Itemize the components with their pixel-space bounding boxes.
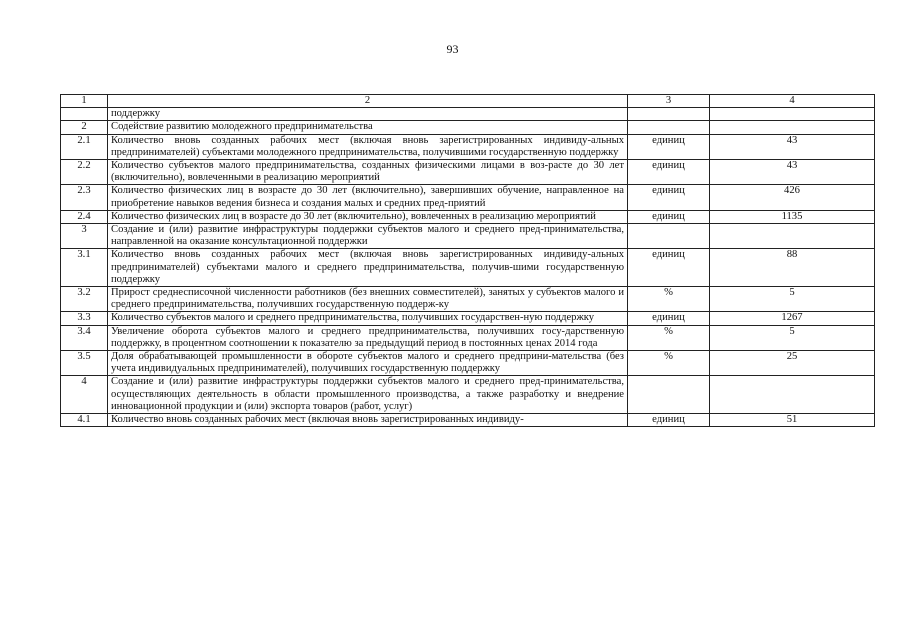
- header-col-3: 3: [628, 95, 710, 108]
- row-number: 3.3: [61, 312, 108, 325]
- row-number: 3.5: [61, 351, 108, 376]
- table-row: [61, 414, 875, 427]
- indicator-text: Создание и (или) развитие инфраструктуры поддержки субъектов малого и среднего пред-принимательства, осуществляющих деятельность в области промышленного производства, а также разработку и внедрение инновационной продукции и (или) экспорта товаров (работ, услуг): [108, 376, 628, 414]
- value-cell: [710, 376, 875, 414]
- unit-cell: [628, 376, 710, 414]
- indicator-text: поддержку: [108, 108, 628, 121]
- table-row: [61, 185, 875, 210]
- header-col-2: 2: [108, 95, 628, 108]
- value-cell: 1135: [710, 210, 875, 223]
- unit-cell: единиц: [628, 312, 710, 325]
- table-row: [61, 325, 875, 350]
- indicator-text: Количество физических лиц в возрасте до 30 лет (включительно), завершивших обучение, направленное на приобретение навыков ведения бизнеса и создания малых и средних пред-приятий: [108, 185, 628, 210]
- value-cell: 5: [710, 325, 875, 350]
- table-body: [61, 108, 875, 427]
- value-cell: 1267: [710, 312, 875, 325]
- row-number: 2: [61, 121, 108, 134]
- row-number: 2.4: [61, 210, 108, 223]
- table-row: [61, 210, 875, 223]
- header-col-4: 4: [710, 95, 875, 108]
- row-number: 3.1: [61, 249, 108, 287]
- unit-cell: единиц: [628, 210, 710, 223]
- unit-cell: [628, 121, 710, 134]
- unit-cell: [628, 108, 710, 121]
- unit-cell: единиц: [628, 134, 710, 159]
- table-header-row: [61, 95, 875, 108]
- row-number: 3.2: [61, 287, 108, 312]
- row-number: 3.4: [61, 325, 108, 350]
- value-cell: 43: [710, 160, 875, 185]
- table-row: [61, 121, 875, 134]
- indicators-table: [60, 94, 875, 427]
- unit-cell: %: [628, 287, 710, 312]
- indicator-text: Количество вновь созданных рабочих мест (включая вновь зарегистрированных индивиду-: [108, 414, 628, 427]
- unit-cell: единиц: [628, 414, 710, 427]
- table-row: [61, 376, 875, 414]
- indicator-text: Количество субъектов малого предпринимательства, созданных физическими лицами в воз-расте до 30 лет (включительно), вовлеченными в реализацию мероприятий: [108, 160, 628, 185]
- unit-cell: [628, 224, 710, 249]
- page-number: 93: [446, 42, 459, 56]
- indicator-text: Количество субъектов малого и среднего предпринимательства, получивших государствен-ную поддержку: [108, 312, 628, 325]
- table-row: [61, 351, 875, 376]
- value-cell: [710, 121, 875, 134]
- indicator-text: Количество вновь созданных рабочих мест (включая вновь зарегистрированных индивиду-альных предпринимателей) субъектами малого и среднего предпринимательства, получив-шими государственную поддержку: [108, 249, 628, 287]
- indicator-text: Количество вновь созданных рабочих мест (включая вновь зарегистрированных индивиду-альных предпринимателей) субъектами молодежного предпринимательства, получившими государственную поддержку: [108, 134, 628, 159]
- table-row: [61, 160, 875, 185]
- indicator-text: Создание и (или) развитие инфраструктуры поддержки субъектов малого и среднего пред-принимательства, направленной на оказание консультационной поддержки: [108, 224, 628, 249]
- value-cell: 25: [710, 351, 875, 376]
- table-row: [61, 249, 875, 287]
- value-cell: 88: [710, 249, 875, 287]
- table-row: [61, 134, 875, 159]
- row-number: 2.1: [61, 134, 108, 159]
- indicator-text: Количество физических лиц в возрасте до 30 лет (включительно), вовлеченных в реализацию мероприятий: [108, 210, 628, 223]
- value-cell: 5: [710, 287, 875, 312]
- row-number: 3: [61, 224, 108, 249]
- unit-cell: %: [628, 351, 710, 376]
- table-row: [61, 108, 875, 121]
- value-cell: [710, 108, 875, 121]
- table-row: [61, 224, 875, 249]
- row-number: 4: [61, 376, 108, 414]
- unit-cell: %: [628, 325, 710, 350]
- row-number: 4.1: [61, 414, 108, 427]
- indicator-text: Содействие развитию молодежного предпринимательства: [108, 121, 628, 134]
- value-cell: 51: [710, 414, 875, 427]
- table-row: [61, 312, 875, 325]
- value-cell: 43: [710, 134, 875, 159]
- value-cell: 426: [710, 185, 875, 210]
- row-number: 2.2: [61, 160, 108, 185]
- header-col-1: 1: [61, 95, 108, 108]
- unit-cell: единиц: [628, 160, 710, 185]
- value-cell: [710, 224, 875, 249]
- table-row: [61, 287, 875, 312]
- indicator-text: Прирост среднесписочной численности работников (без внешних совместителей), занятых у субъектов малого и среднего предпринимательства, получивших государственную поддерж-ку: [108, 287, 628, 312]
- unit-cell: единиц: [628, 185, 710, 210]
- unit-cell: единиц: [628, 249, 710, 287]
- row-number: [61, 108, 108, 121]
- indicator-text: Увеличение оборота субъектов малого и среднего предпринимательства, получивших госу-дарственную поддержку, в процентном соотношении к показателю за предыдущий период в постоянных ценах 2014 года: [108, 325, 628, 350]
- row-number: 2.3: [61, 185, 108, 210]
- indicator-text: Доля обрабатывающей промышленности в обороте субъектов малого и среднего предприни-мательства (без учета индивидуальных предпринимателей), получивших государственную поддержку: [108, 351, 628, 376]
